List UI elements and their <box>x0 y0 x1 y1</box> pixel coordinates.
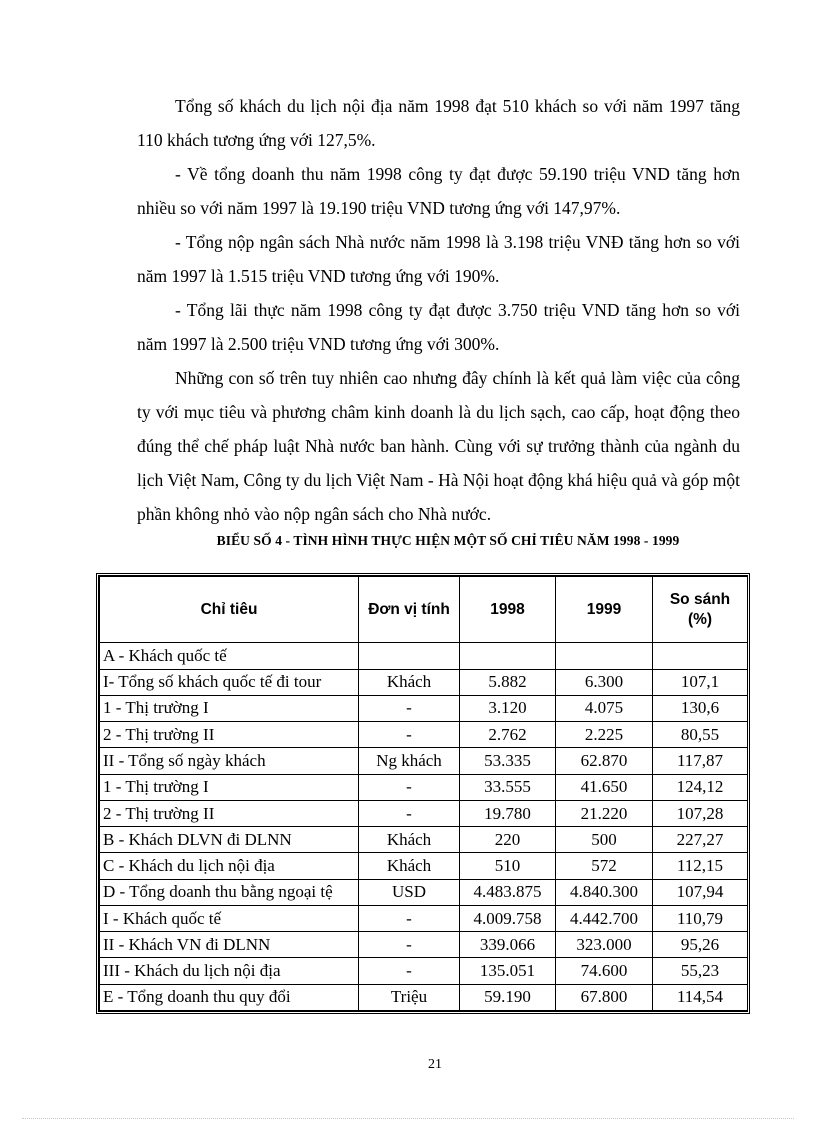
cell-1999: 4.442.700 <box>556 905 653 931</box>
cell-1999: 41.650 <box>556 774 653 800</box>
table-row <box>100 984 748 1010</box>
table-row <box>100 669 748 695</box>
table-row <box>100 879 748 905</box>
cell-unit <box>359 643 460 669</box>
page-bottom-divider <box>22 1118 794 1119</box>
cell-indicator: E - Tổng doanh thu quy đổi <box>100 984 359 1010</box>
cell-unit: - <box>359 774 460 800</box>
cell-1998: 135.051 <box>460 958 556 984</box>
table-row <box>100 643 748 669</box>
cell-comparison: 107,28 <box>653 800 748 826</box>
cell-unit: USD <box>359 879 460 905</box>
cell-comparison: 107,94 <box>653 879 748 905</box>
table-row <box>100 827 748 853</box>
cell-comparison: 117,87 <box>653 748 748 774</box>
cell-indicator: B - Khách DLVN đi DLNN <box>100 827 359 853</box>
table-header-row <box>100 577 748 643</box>
cell-comparison: 114,54 <box>653 984 748 1010</box>
cell-1999: 4.840.300 <box>556 879 653 905</box>
paragraph-net-profit: - Tổng lãi thực năm 1998 công ty đạt được 3.750 triệu VND tăng hơn so với năm 1997 là 2.500 triệu VND tương ứng với 300%. <box>137 300 740 354</box>
cell-1998 <box>460 643 556 669</box>
cell-unit: Khách <box>359 827 460 853</box>
cell-unit: - <box>359 905 460 931</box>
cell-comparison: 95,26 <box>653 932 748 958</box>
cell-1999: 323.000 <box>556 932 653 958</box>
cell-comparison: 107,1 <box>653 669 748 695</box>
cell-indicator: C - Khách du lịch nội địa <box>100 853 359 879</box>
cell-comparison: 124,12 <box>653 774 748 800</box>
cell-1998: 2.762 <box>460 722 556 748</box>
cell-indicator: II - Khách VN đi DLNN <box>100 932 359 958</box>
cell-1998: 510 <box>460 853 556 879</box>
cell-1998: 4.483.875 <box>460 879 556 905</box>
cell-unit: Khách <box>359 853 460 879</box>
paragraph-total-revenue: - Về tổng doanh thu năm 1998 công ty đạt được 59.190 triệu VND tăng hơn nhiều so với năm 1997 là 19.190 triệu VND tương ứng với 147,97%. <box>137 164 740 218</box>
cell-1998: 59.190 <box>460 984 556 1010</box>
cell-1999: 21.220 <box>556 800 653 826</box>
cell-unit: Triệu <box>359 984 460 1010</box>
cell-indicator: I - Khách quốc tế <box>100 905 359 931</box>
table-row <box>100 853 748 879</box>
cell-1999 <box>556 643 653 669</box>
cell-indicator: II - Tổng số ngày khách <box>100 748 359 774</box>
cell-unit: - <box>359 695 460 721</box>
indicators-table-frame <box>96 573 750 1014</box>
cell-unit: - <box>359 800 460 826</box>
cell-unit: - <box>359 722 460 748</box>
cell-1999: 67.800 <box>556 984 653 1010</box>
table-row <box>100 722 748 748</box>
page-number: 21 <box>428 1057 442 1072</box>
cell-comparison: 80,55 <box>653 722 748 748</box>
cell-indicator: 2 - Thị trường II <box>100 722 359 748</box>
cell-1999: 2.225 <box>556 722 653 748</box>
cell-unit: - <box>359 958 460 984</box>
header-1998: 1998 <box>460 577 556 643</box>
table-row <box>100 748 748 774</box>
table-row <box>100 800 748 826</box>
cell-comparison: 130,6 <box>653 695 748 721</box>
header-comparison-unit: (%) <box>687 610 713 628</box>
paragraph-state-budget: - Tổng nộp ngân sách Nhà nước năm 1998 là 3.198 triệu VNĐ tăng hơn so với năm 1997 là 1.515 triệu VND tương ứng với 190%. <box>137 232 740 286</box>
cell-1999: 6.300 <box>556 669 653 695</box>
cell-comparison: 227,27 <box>653 827 748 853</box>
cell-1999: 500 <box>556 827 653 853</box>
header-comparison-label: So sánh <box>669 590 731 608</box>
header-unit: Đơn vị tính <box>359 577 460 643</box>
cell-unit: - <box>359 932 460 958</box>
table-row <box>100 958 748 984</box>
header-comparison <box>653 577 748 643</box>
table-row <box>100 932 748 958</box>
indicators-table <box>99 576 748 1011</box>
cell-comparison: 55,23 <box>653 958 748 984</box>
cell-indicator: A - Khách quốc tế <box>100 643 359 669</box>
table-row <box>100 695 748 721</box>
cell-1998: 4.009.758 <box>460 905 556 931</box>
paragraph-conclusion: Những con số trên tuy nhiên cao nhưng đây chính là kết quả làm việc của công ty với mục tiêu và phương châm kinh doanh là du lịch sạch, cao cấp, hoạt động theo đúng thể chế pháp luật Nhà nước ban hành. Cùng với sự trưởng thành của ngành du lịch Việt Nam, Công ty du lịch Việt Nam - Hà Nội hoạt động khá hiệu quả và góp một phần không nhỏ vào nộp ngân sách cho Nhà nước. <box>137 368 740 524</box>
cell-1998: 339.066 <box>460 932 556 958</box>
table-row <box>100 905 748 931</box>
cell-1999: 62.870 <box>556 748 653 774</box>
cell-1999: 572 <box>556 853 653 879</box>
header-1999: 1999 <box>556 577 653 643</box>
cell-unit: Khách <box>359 669 460 695</box>
cell-comparison: 110,79 <box>653 905 748 931</box>
cell-1998: 5.882 <box>460 669 556 695</box>
cell-1998: 33.555 <box>460 774 556 800</box>
cell-1999: 74.600 <box>556 958 653 984</box>
cell-comparison <box>653 643 748 669</box>
paragraph-domestic-tourists: Tổng số khách du lịch nội địa năm 1998 đạt 510 khách so với năm 1997 tăng 110 khách tương ứng với 127,5%. <box>137 96 740 150</box>
table-caption: BIỂU SỐ 4 - TÌNH HÌNH THỰC HIỆN MỘT SỐ CHỈ TIÊU NĂM 1998 - 1999 <box>216 533 680 548</box>
cell-unit: Ng khách <box>359 748 460 774</box>
cell-indicator: I- Tổng số khách quốc tế đi tour <box>100 669 359 695</box>
cell-indicator: 2 - Thị trường II <box>100 800 359 826</box>
table-body <box>100 643 748 1011</box>
cell-indicator: 1 - Thị trường I <box>100 774 359 800</box>
cell-1998: 19.780 <box>460 800 556 826</box>
table-row <box>100 774 748 800</box>
header-indicator: Chỉ tiêu <box>100 577 359 643</box>
cell-indicator: 1 - Thị trường I <box>100 695 359 721</box>
cell-1998: 220 <box>460 827 556 853</box>
cell-1998: 3.120 <box>460 695 556 721</box>
cell-indicator: D - Tổng doanh thu bằng ngoại tệ <box>100 879 359 905</box>
cell-1999: 4.075 <box>556 695 653 721</box>
cell-indicator: III - Khách du lịch nội địa <box>100 958 359 984</box>
cell-comparison: 112,15 <box>653 853 748 879</box>
cell-1998: 53.335 <box>460 748 556 774</box>
